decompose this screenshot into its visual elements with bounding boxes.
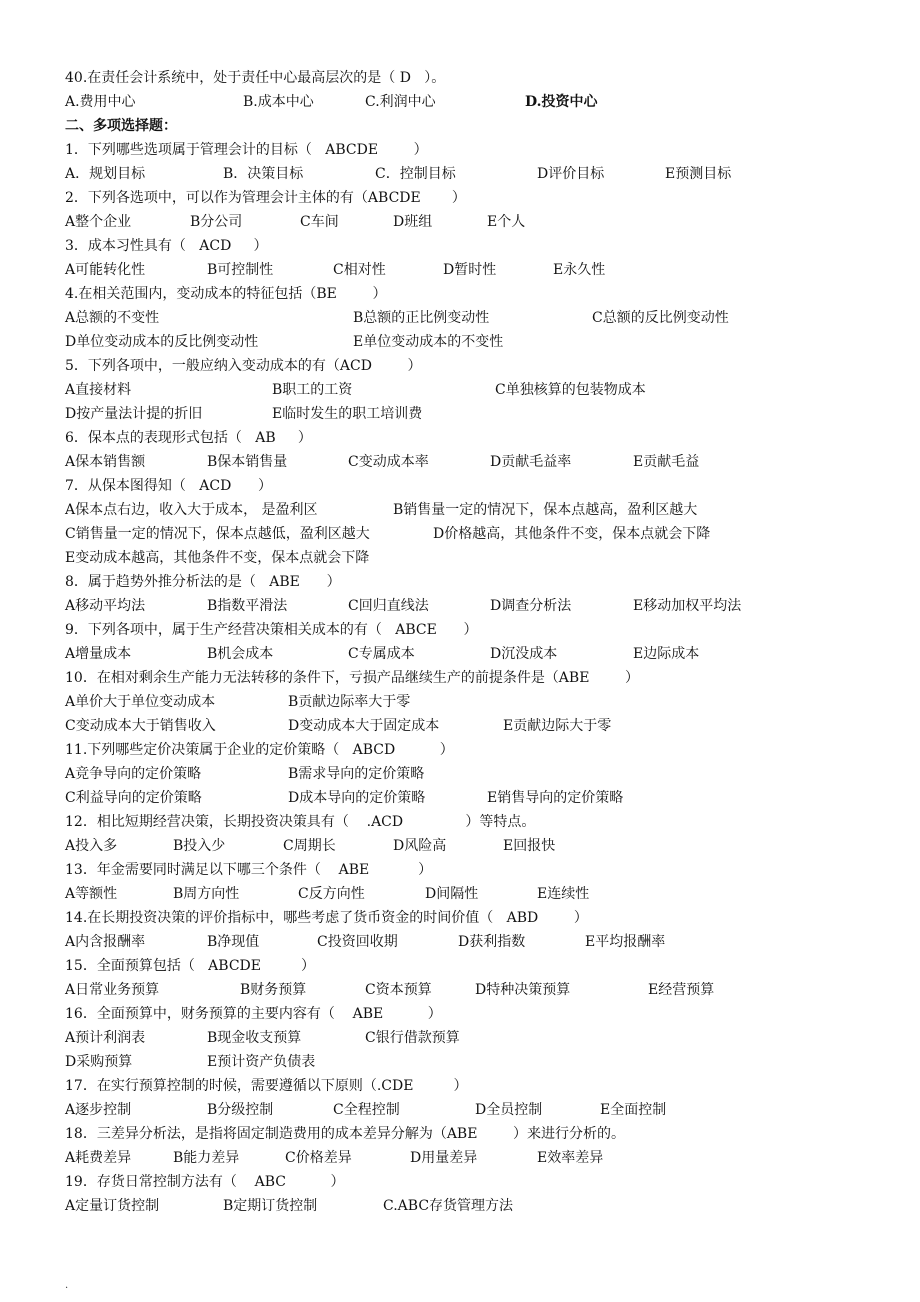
option-a: A竞争导向的定价策略 (65, 766, 202, 782)
question-options-line (0, 930, 920, 954)
option-e: E预测目标 (665, 166, 732, 182)
question-options-line (0, 978, 920, 1002)
option-d: D风险高 (393, 838, 447, 854)
option-b: B指数平滑法 (207, 598, 288, 614)
option-d: D用量差异 (410, 1150, 478, 1166)
option-e: E回报快 (503, 838, 556, 854)
question-1-stem: 1．下列哪些选项属于管理会计的目标（ ABCDE ） (65, 142, 428, 158)
option-a: A整个企业 (65, 214, 132, 230)
question-options-line (0, 498, 920, 522)
option-c: C银行借款预算 (365, 1030, 460, 1046)
option-b: B需求导向的定价策略 (288, 766, 425, 782)
option-d: D获利指数 (458, 934, 526, 950)
question-stem-line (0, 1122, 920, 1146)
question-options-line (0, 642, 920, 666)
question-5-stem: 5．下列各项中，一般应纳入变动成本的有（ACD ） (65, 358, 422, 374)
question-stem-line (0, 1170, 920, 1194)
question-options-line (0, 522, 920, 546)
question-options-line (0, 786, 920, 810)
question-40-options-line (0, 90, 920, 114)
option-e: E临时发生的职工培训费 (272, 406, 423, 422)
option-b: B可控制性 (207, 262, 274, 278)
option-c: C全程控制 (333, 1102, 400, 1118)
question-stem-line (0, 954, 920, 978)
option-d: D班组 (393, 214, 433, 230)
option-c: C变动成本大于销售收入 (65, 718, 216, 734)
question-19-stem: 19．存货日常控制方法有（ ABC ） (65, 1174, 345, 1190)
question-options-line (0, 306, 920, 330)
question-stem-line (0, 858, 920, 882)
option-b: B现金收支预算 (207, 1030, 302, 1046)
footer-mark: . (65, 1280, 69, 1291)
option-b: B．决策目标 (223, 166, 304, 182)
option-a: A耗费差异 (65, 1150, 132, 1166)
option-e: E经营预算 (648, 982, 715, 998)
option-d: D采购预算 (65, 1054, 133, 1070)
option-a: A内含报酬率 (65, 934, 146, 950)
option-c: C反方向性 (298, 886, 365, 902)
question-options-line (0, 882, 920, 906)
option-b: B净现值 (207, 934, 260, 950)
option-d: D全员控制 (475, 1102, 543, 1118)
question-stem-line (0, 234, 920, 258)
option-e: E个人 (487, 214, 526, 230)
question-17-stem: 17．在实行预算控制的时候，需要遵循以下原则（.CDE ） (65, 1078, 468, 1094)
question-options-line (0, 546, 920, 570)
question-10-stem: 10．在相对剩余生产能力无法转移的条件下，亏损产品继续生产的前提条件是（ABE ） (65, 670, 640, 686)
question-options-line (0, 690, 920, 714)
option-a: A投入多 (65, 838, 118, 854)
option-d: D按产量法计提的折旧 (65, 406, 203, 422)
option-b: B分公司 (190, 214, 243, 230)
option-c: C回归直线法 (348, 598, 429, 614)
option-b: B职工的工资 (272, 382, 353, 398)
option-c: C．控制目标 (375, 166, 456, 182)
question-options-line (0, 450, 920, 474)
option-c: C销售量一定的情况下，保本点越低，盈利区越大 (65, 526, 370, 542)
q40-option-b: B.成本中心 (243, 94, 314, 110)
question-stem-line (0, 618, 920, 642)
question-stem-line (0, 666, 920, 690)
option-e: E平均报酬率 (585, 934, 666, 950)
option-e: E销售导向的定价策略 (487, 790, 624, 806)
question-18-stem: 18．三差异分析法，是指将固定制造费用的成本差异分解为（ABE ）来进行分析的。 (65, 1126, 626, 1142)
option-c: C利益导向的定价策略 (65, 790, 202, 806)
question-stem-line (0, 738, 920, 762)
option-a: A．规划目标 (65, 166, 146, 182)
option-d: D价格越高，其他条件不变，保本点就会下降 (433, 526, 711, 542)
option-b: B销售量一定的情况下，保本点越高，盈利区越大 (393, 502, 698, 518)
option-d: D间隔性 (425, 886, 479, 902)
option-a: A总额的不变性 (65, 310, 160, 326)
option-e: E贡献边际大于零 (503, 718, 612, 734)
option-d: D变动成本大于固定成本 (288, 718, 440, 734)
option-e: E永久性 (553, 262, 606, 278)
option-a: A逐步控制 (65, 1102, 132, 1118)
option-c: C价格差异 (285, 1150, 352, 1166)
question-options-line (0, 762, 920, 786)
question-options-line (0, 1098, 920, 1122)
option-b: B周方向性 (173, 886, 240, 902)
question-stem-line (0, 354, 920, 378)
option-d: D调查分析法 (490, 598, 572, 614)
option-a: A移动平均法 (65, 598, 146, 614)
option-c: C车间 (300, 214, 339, 230)
question-stem-line (0, 1074, 920, 1098)
question-16-stem: 16．全面预算中，财务预算的主要内容有（ ABE ） (65, 1006, 442, 1022)
question-options-line (0, 714, 920, 738)
option-a: A单价大于单位变动成本 (65, 694, 216, 710)
option-d: D单位变动成本的反比例变动性 (65, 334, 259, 350)
option-c: C资本预算 (365, 982, 432, 998)
option-b: B定期订货控制 (223, 1198, 318, 1214)
option-e: E连续性 (537, 886, 590, 902)
question-options-line (0, 330, 920, 354)
option-a: A保本点右边，收入大于成本， 是盈利区 (65, 502, 318, 518)
question-options-line (0, 162, 920, 186)
question-9-stem: 9．下列各项中，属于生产经营决策相关成本的有（ ABCE ） (65, 622, 478, 638)
option-c: C.ABC存货管理方法 (383, 1198, 514, 1214)
option-e: E贡献毛益 (633, 454, 700, 470)
question-options-line (0, 378, 920, 402)
question-options-line (0, 1146, 920, 1170)
question-40-stem: 40.在责任会计系统中，处于责任中心最高层次的是（ D ）。 (65, 70, 446, 86)
option-c: C专属成本 (348, 646, 415, 662)
question-11-stem: 11.下列哪些定价决策属于企业的定价策略（ ABCD ） (65, 742, 454, 758)
option-a: A保本销售额 (65, 454, 146, 470)
question-8-stem: 8．属于趋势外推分析法的是（ ABE ） (65, 574, 341, 590)
option-e: E单位变动成本的不变性 (353, 334, 504, 350)
question-stem-line (0, 138, 920, 162)
option-a: A预计利润表 (65, 1030, 146, 1046)
option-d: D暂时性 (443, 262, 497, 278)
option-b: B总额的正比例变动性 (353, 310, 490, 326)
question-14-stem: 14.在长期投资决策的评价指标中，哪些考虑了货币资金的时间价值（ ABD ） (65, 910, 588, 926)
question-stem-line (0, 474, 920, 498)
option-c: C变动成本率 (348, 454, 429, 470)
section-title: 二、多项选择题： (65, 118, 177, 134)
question-stem-line (0, 906, 920, 930)
option-e: E全面控制 (600, 1102, 667, 1118)
question-40-stem-line (0, 66, 920, 90)
option-a: A定量订货控制 (65, 1198, 160, 1214)
option-e: E效率差异 (537, 1150, 604, 1166)
option-c: C相对性 (333, 262, 386, 278)
option-c: C周期长 (283, 838, 336, 854)
option-d: D特种决策预算 (475, 982, 571, 998)
option-e: E变动成本越高，其他条件不变，保本点就会下降 (65, 550, 370, 566)
question-6-stem: 6．保本点的表现形式包括（ AB ） (65, 430, 312, 446)
question-stem-line (0, 1002, 920, 1026)
question-stem-line (0, 186, 920, 210)
question-options-line (0, 834, 920, 858)
option-b: B能力差异 (173, 1150, 240, 1166)
q40-option-a: A.费用中心 (65, 94, 136, 110)
question-stem-line (0, 426, 920, 450)
option-e: E边际成本 (633, 646, 700, 662)
q40-option-c: C.利润中心 (365, 94, 436, 110)
option-b: B保本销售量 (207, 454, 288, 470)
option-e: E预计资产负债表 (207, 1054, 316, 1070)
question-options-line (0, 258, 920, 282)
question-2-stem: 2．下列各选项中，可以作为管理会计主体的有（ABCDE ） (65, 190, 466, 206)
option-a: A增量成本 (65, 646, 132, 662)
option-c: C总额的反比例变动性 (592, 310, 729, 326)
option-b: B财务预算 (240, 982, 307, 998)
option-d: D评价目标 (537, 166, 605, 182)
option-c: C单独核算的包装物成本 (495, 382, 646, 398)
option-b: B机会成本 (207, 646, 274, 662)
question-options-line (0, 402, 920, 426)
question-stem-line (0, 282, 920, 306)
question-15-stem: 15．全面预算包括（ ABCDE ） (65, 958, 316, 974)
question-options-line (0, 594, 920, 618)
option-d: D贡献毛益率 (490, 454, 572, 470)
question-options-line (0, 1050, 920, 1074)
question-stem-line (0, 570, 920, 594)
question-4-stem: 4.在相关范围内，变动成本的特征包括（BE ） (65, 286, 387, 302)
option-a: A可能转化性 (65, 262, 146, 278)
option-d: D沉没成本 (490, 646, 558, 662)
option-b: B分级控制 (207, 1102, 274, 1118)
q40-option-d: D.投资中心 (525, 94, 598, 110)
question-13-stem: 13．年金需要同时满足以下哪三个条件（ ABE ） (65, 862, 433, 878)
option-c: C投资回收期 (317, 934, 398, 950)
question-stem-line (0, 810, 920, 834)
question-options-line (0, 210, 920, 234)
option-a: A直接材料 (65, 382, 132, 398)
option-b: B投入少 (173, 838, 226, 854)
question-options-line (0, 1194, 920, 1218)
option-b: B贡献边际率大于零 (288, 694, 411, 710)
question-options-line (0, 1026, 920, 1050)
question-12-stem: 12．相比短期经营决策，长期投资决策具有（ .ACD ）等特点。 (65, 814, 536, 830)
question-7-stem: 7．从保本图得知（ ACD ） (65, 478, 273, 494)
option-a: A日常业务预算 (65, 982, 160, 998)
option-a: A等额性 (65, 886, 118, 902)
section-heading-line (0, 114, 920, 138)
option-d: D成本导向的定价策略 (288, 790, 426, 806)
option-e: E移动加权平均法 (633, 598, 742, 614)
question-3-stem: 3．成本习性具有（ ACD ） (65, 238, 268, 254)
